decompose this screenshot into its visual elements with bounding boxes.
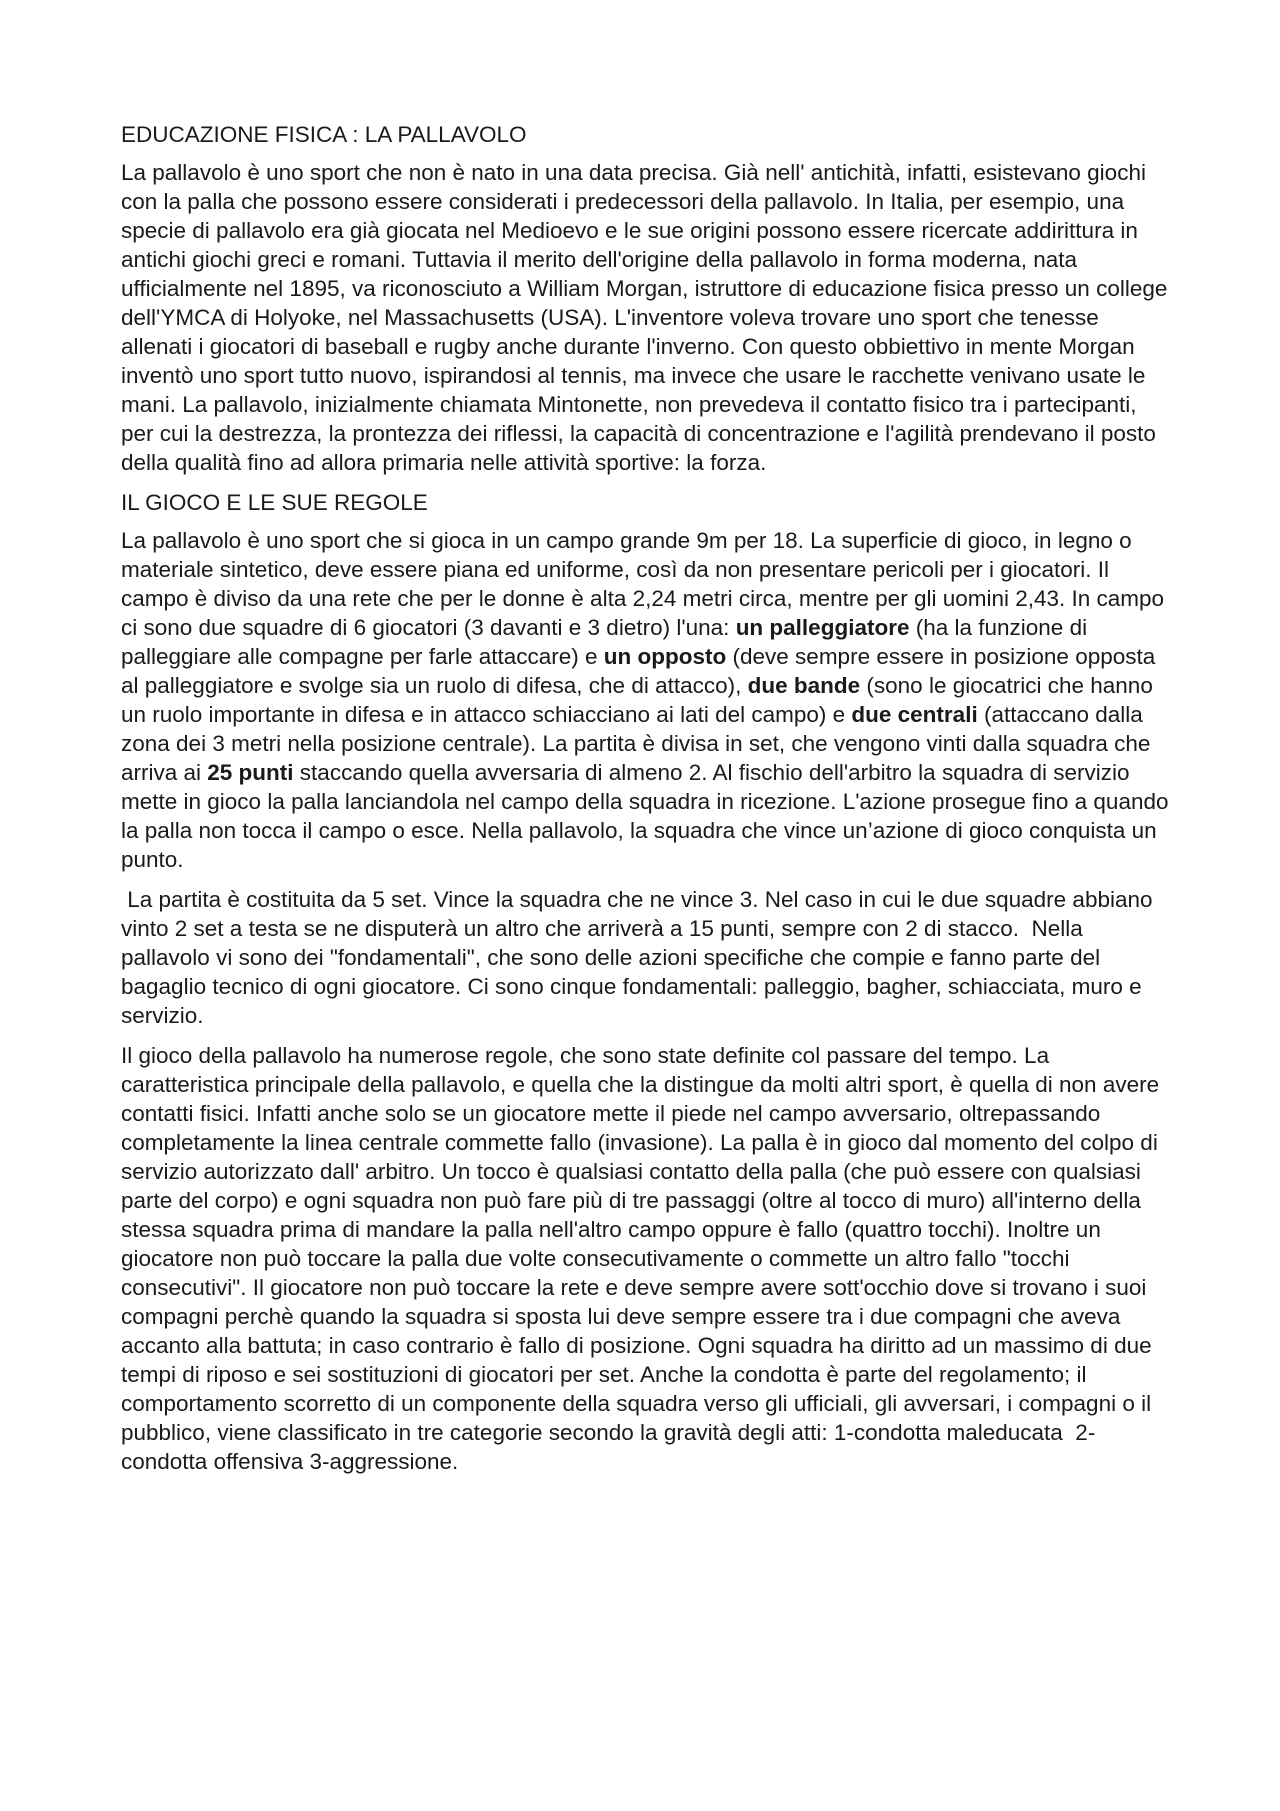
rules-text-4: (sono le giocatrici che hanno un ruolo importante in difesa e in attacco schiacciano ai lati del campo) e <box>121 673 1153 727</box>
section-heading: IL GIOCO E LE SUE REGOLE <box>121 490 428 515</box>
rules-text-5: (attaccano dalla zona dei 3 metri nella posizione centrale). La partita è divisa in set, che vengono vinti dalla squadra che arriva ai <box>121 702 1151 785</box>
role-palleggiatore: un palleggiatore <box>735 615 910 640</box>
rules-text-6: staccando quella avversaria di almeno 2. Al fischio dell'arbitro la squadra di servizio mette in gioco la palla lanciandola nel campo della squadra in ricezione. L'azione prosegue fino a quando la palla non tocca il campo o esce. Nella pallavolo, la squadra che vince un’azione di gioco conquista un punto. <box>121 760 1169 872</box>
rules-paragraph <box>121 526 1171 874</box>
document-page <box>121 120 1171 1487</box>
document-title: EDUCAZIONE FISICA : LA PALLAVOLO <box>121 122 527 147</box>
rules-text-2: (ha la funzione di palleggiare alle compagne per farle attaccare) e <box>121 615 1088 669</box>
intro-paragraph: La pallavolo è uno sport che non è nato in una data precisa. Già nell' antichità, infatti, esistevano giochi con la palla che possono essere considerati i predecessori della pallavolo. In Italia, per esempio, una specie di pallavolo era già giocata nel Medioevo e le sue origini possono essere ricercate addirittura in antichi giochi greci e romani. Tuttavia il merito dell'origine della pallavolo in forma moderna, nata ufficialmente nel 1895, va riconosciuto a William Morgan, istruttore di educazione fisica presso un college dell'YMCA di Holyoke, nel Massachusetts (USA). L'inventore voleva trovare uno sport che tenesse allenati i giocatori di baseball e rugby anche durante l'inverno. Con questo obbiettivo in mente Morgan inventò uno sport tutto nuovo, ispirandosi al tennis, ma invece che usare le racchette venivano usate le mani. La pallavolo, inizialmente chiamata Mintonette, non prevedeva il contatto fisico tra i partecipanti, per cui la destrezza, la prontezza dei riflessi, la capacità di concentrazione e l'agilità prendevano il posto della qualità fino ad allora primaria nelle attività sportive: la forza. <box>121 160 1168 475</box>
regulations-paragraph: Il gioco della pallavolo ha numerose regole, che sono state definite col passare del tempo. La caratteristica principale della pallavolo, e quella che la distingue da molti altri sport, è quella di non avere contatti fisici. Infatti anche solo se un giocatore mette il piede nel campo avversario, oltrepassando completamente la linea centrale commette fallo (invasione). La palla è in gioco dal momento del colpo di servizio autorizzato dall' arbitro. Un tocco è qualsiasi contatto della palla (che può essere con qualsiasi parte del corpo) e ogni squadra non può fare più di tre passaggi (oltre al tocco di muro) all'interno della stessa squadra prima di mandare la palla nell'altro campo oppure è fallo (quattro tocchi). Inoltre un giocatore non può toccare la palla due volte consecutivamente o commette un altro fallo "tocchi consecutivi". Il giocatore non può toccare la rete e deve sempre avere sott'occhio dove si trovano i suoi compagni perchè quando la squadra si sposta lui deve sempre essere tra i due compagni che aveva accanto alla battuta; in caso contrario è fallo di posizione. Ogni squadra ha diritto ad un massimo di due tempi di riposo e sei sostituzioni di giocatori per set. Anche la condotta è parte del regolamento; il comportamento scorretto di un componente della squadra verso gli ufficiali, gli avversari, i compagni o il pubblico, viene classificato in tre categorie secondo la gravità degli atti: 1-condotta maleducata 2-condotta offensiva 3-aggressione. <box>121 1043 1166 1474</box>
role-bande: due bande <box>747 673 861 698</box>
role-opposto: un opposto <box>603 644 727 669</box>
role-centrali: due centrali <box>851 702 978 727</box>
rules-text-1: La pallavolo è uno sport che si gioca in un campo grande 9m per 18. La superficie di gioco, in legno o materiale sintetico, deve essere piana ed uniforme, così da non presentare pericoli per i giocatori. Il campo è diviso da una rete che per le donne è alta 2,24 metri circa, mentre per gli uomini 2,43. In campo ci sono due squadre di 6 giocatori (3 davanti e 3 dietro) l'una: <box>121 528 1165 640</box>
points-25: 25 punti <box>207 760 294 785</box>
sets-paragraph: La partita è costituita da 5 set. Vince la squadra che ne vince 3. Nel caso in cui le due squadre abbiano vinto 2 set a testa se ne disputerà un altro che arriverà a 15 punti, sempre con 2 di stacco. Nella pallavolo vi sono dei "fondamentali", che sono delle azioni specifiche che compie e fanno parte del bagaglio tecnico di ogni giocatore. Ci sono cinque fondamentali: palleggio, bagher, schiacciata, muro e servizio. <box>121 887 1159 1028</box>
rules-text-3: (deve sempre essere in posizione opposta al palleggiatore e svolge sia un ruolo di difesa, che di attacco), <box>121 644 1156 698</box>
